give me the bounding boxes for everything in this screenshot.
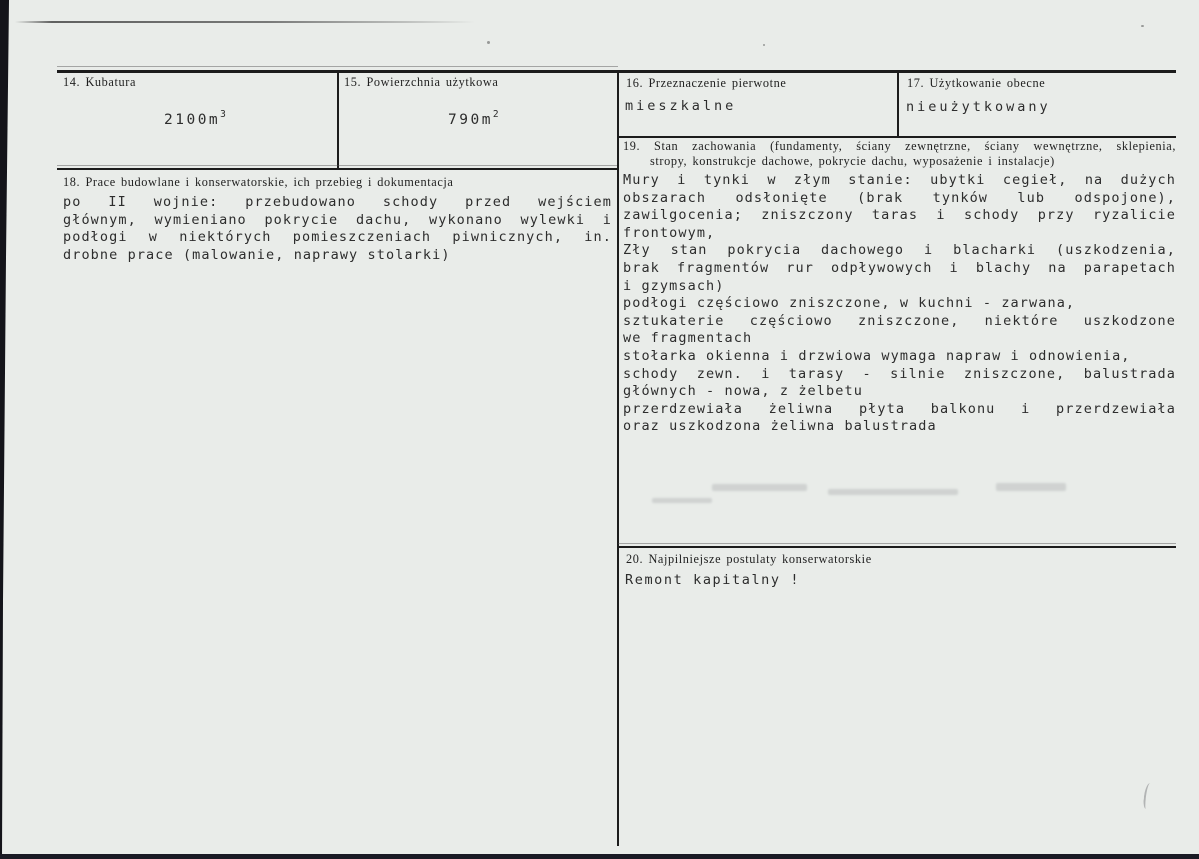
scan-speck xyxy=(1141,25,1144,27)
text-line: po II wojnie: przebudowano schody przed wejściem xyxy=(63,194,612,210)
field-17-value: nieużytkowany xyxy=(906,99,1051,115)
text-line: zawilgocenia; zniszczony taras i schody przy ryzalicie xyxy=(623,207,1176,224)
scan-speck xyxy=(487,41,490,44)
text-line: drobne prace (malowanie, naprawy stolarki) xyxy=(63,246,451,263)
field-15-value-number: 790m xyxy=(448,112,493,128)
field-19-label-line1: 19. Stan zachowania (fundamenty, ściany zewnętrzne, ściany wewnętrzne, sklepienia, xyxy=(623,139,1176,153)
scan-bottom-edge xyxy=(0,854,1199,859)
rule-19-20 xyxy=(618,546,1176,548)
text-line: schody zewn. i tarasy - silnie zniszczone, balustrada xyxy=(623,365,1176,382)
text-line: Zły stan pokrycia dachowego i blacharki (uszkodzenia, xyxy=(623,242,1176,259)
field-18-label: 18. Prace budowlane i konserwatorskie, ich przebieg i dokumentacja xyxy=(63,175,454,189)
field-17-label: 17. Użytkowanie obecne xyxy=(907,76,1046,90)
text-line: oraz uszkodzona żeliwna balustrada xyxy=(623,418,937,435)
scan-speck xyxy=(763,44,765,46)
text-line: sztukaterie częściowo zniszczone, niektóre uszkodzone xyxy=(623,312,1176,329)
text-line: podłogi częściowo zniszczone, w kuchni - zarwana, xyxy=(623,295,1076,312)
field-14-value-superscript: 3 xyxy=(220,109,226,120)
scan-smudge xyxy=(712,484,807,491)
text-line: i gzymsach) xyxy=(623,277,725,294)
scan-smudge xyxy=(996,483,1066,491)
text-line: podłogi w niektórych pomieszczeniach piwnicznych, in. xyxy=(63,229,612,246)
text-line: we fragmentach xyxy=(623,330,753,347)
rule-14-15-bottom xyxy=(57,168,618,170)
scan-smudge xyxy=(652,498,712,503)
scan-hair-artifact xyxy=(1143,783,1154,810)
field-19-label-line2: stropy, konstrukcje dachowe, pokrycie dachu, wyposażenie i instalacje) xyxy=(650,154,1055,168)
rule-14-15-bottom-thin xyxy=(57,165,618,166)
field-15-label: 15. Powierzchnia użytkowa xyxy=(344,75,499,89)
text-line: frontowym, xyxy=(623,224,716,241)
scan-top-line-artifact xyxy=(15,21,475,23)
field-18-body xyxy=(63,194,612,264)
field-14-label: 14. Kubatura xyxy=(63,75,136,89)
field-19-body xyxy=(623,172,1176,436)
rule-19-20-thin xyxy=(618,543,1176,544)
field-14-value-number: 2100m xyxy=(164,112,221,128)
text-line: głównych - nowa, z żelbetu xyxy=(623,383,863,400)
rule-top-thin xyxy=(57,66,618,67)
text-line: obszarach odsłonięte (brak tynków lub odspojone), xyxy=(623,189,1176,206)
rule-divider-16-17 xyxy=(897,71,899,138)
field-14-value xyxy=(164,109,226,128)
field-16-value: mieszkalne xyxy=(625,98,737,114)
rule-divider-14-15 xyxy=(337,71,339,170)
rule-16-17-bottom xyxy=(618,136,1176,138)
scan-left-edge xyxy=(0,0,10,859)
text-line: głównym, wymieniano pokrycie dachu, wykonano wylewki i xyxy=(63,211,612,228)
field-15-value-superscript: 2 xyxy=(492,109,499,120)
field-16-label: 16. Przeznaczenie pierwotne xyxy=(626,76,787,90)
scan-smudge xyxy=(828,489,958,495)
text-line: przerdzewiała żeliwna płyta balkonu i przerdzewiała xyxy=(623,400,1176,417)
text-line: brak fragmentów rur odpływowych i blachy na parapetach xyxy=(623,259,1176,276)
field-20-label: 20. Najpilniejsze postulaty konserwatorskie xyxy=(626,552,872,566)
field-20-value: Remont kapitalny ! xyxy=(625,572,801,588)
rule-center-divider xyxy=(617,71,619,846)
field-15-value xyxy=(448,109,499,128)
text-line: stołarka okienna i drzwiowa wymaga napraw i odnowienia, xyxy=(623,347,1131,364)
text-line: Mury i tynki w złym stanie: ubytki cegieł, na dużych xyxy=(623,172,1176,188)
